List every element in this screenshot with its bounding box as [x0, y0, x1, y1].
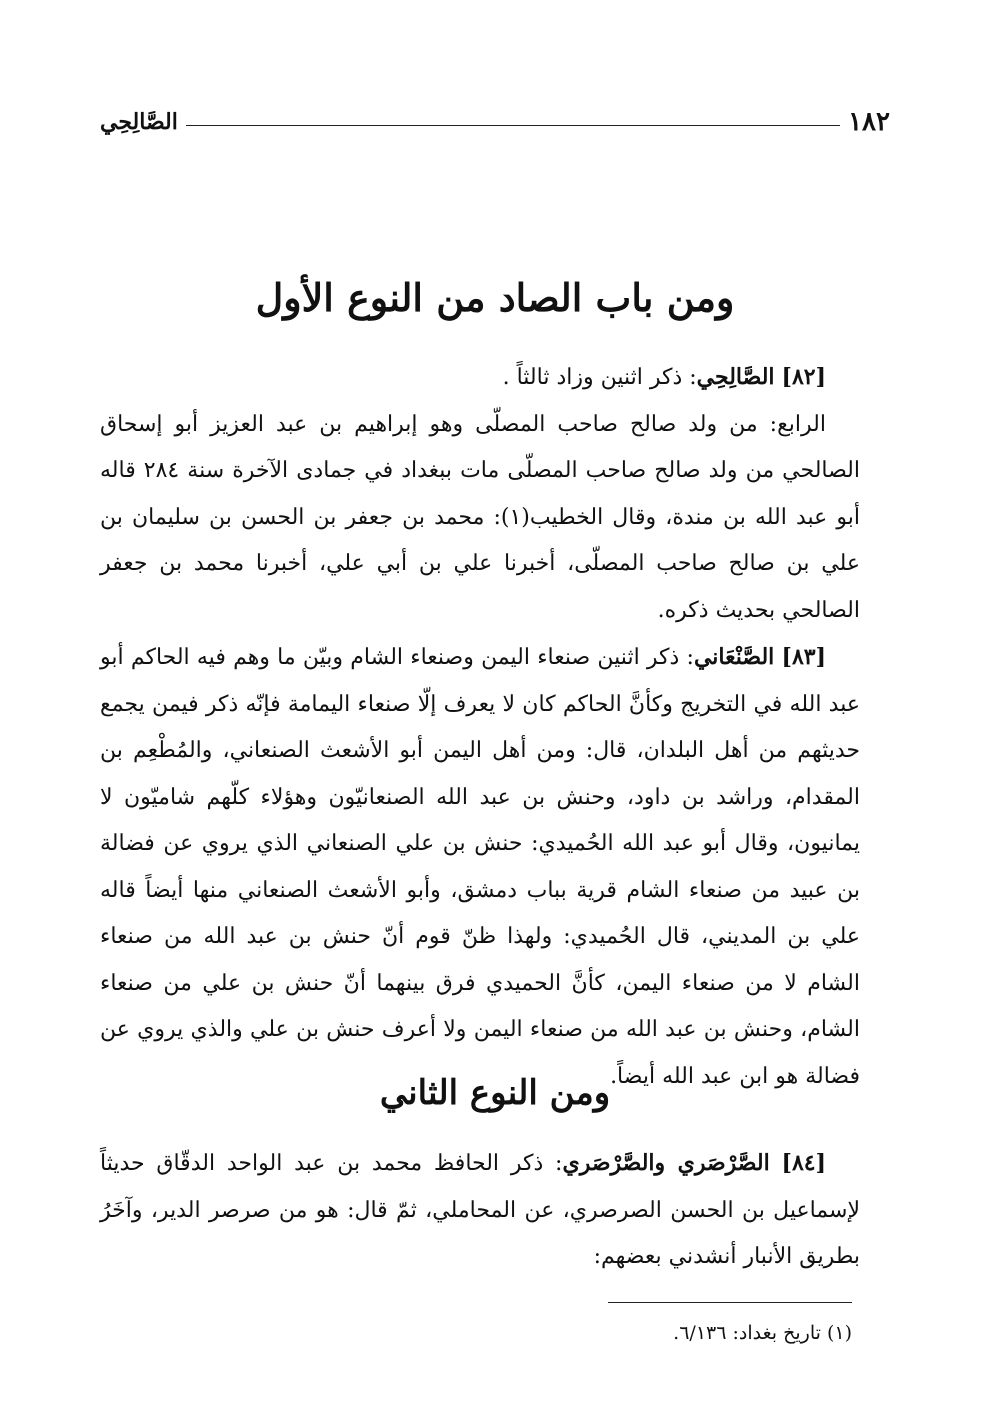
running-title: الصَّالِحِي	[100, 109, 178, 135]
entry-text: : ذكر الحافظ محمد بن عبد الواحد الدقّاق حديثاً لإسماعيل بن الحسن الصرصري، عن المحاملي، ثمّ قال: هو من صرصر الدير، وآخَرُ بطريق الأنبار أنشدني بعضهم:	[100, 1151, 860, 1269]
entry-text: : ذكر اثنين صنعاء اليمن وصنعاء الشام وبيّن ما وهم فيه الحاكم أبو عبد الله في التخريج وكأنَّ الحاكم كان لا يعرف إلّا صنعاء اليمامة فإنّه ذكر فيمن يجمع حديثهم من أهل البلدان، قال: ومن أهل اليمن أبو الأشعث الصنعاني، والمُطْعِم بن المقدام، وراشد بن داود، وحنش بن عبد الله الصنعانيّون وهؤلاء كلّهم شاميّون لا يمانيون، وقال أبو عبد الله الحُميدي: حنش بن علي الصنعاني الذي يروي عن فضالة بن عبيد من صنعاء الشام قرية بباب دمشق، وأبو الأشعث الصنعاني منها أيضاً قاله علي بن المديني، قال الحُميدي: ولهذا ظنّ قوم أنّ حنش بن عبد الله من صنعاء الشام لا من صنعاء اليمن، كأنَّ الحميدي فرق بينهما أنّ حنش بن علي من صنعاء الشام، وحنش بن عبد الله من صنعاء اليمن ولا أعرف حنش بن علي والذي يروي عن فضالة هو ابن عبد الله أيضاً.	[100, 645, 860, 1089]
entry-84	[100, 1140, 860, 1281]
running-header	[100, 100, 890, 144]
entry-83	[100, 634, 860, 1100]
entry-name: الصَّرْصَري والصَّرْصَري	[562, 1150, 770, 1176]
body-text-lower	[100, 1140, 860, 1281]
entry-82-heading	[100, 354, 860, 402]
entry-name: الصَّالِحِي	[696, 364, 775, 390]
footnote: (١) تاريخ بغداد: ٦/١٣٦.	[673, 1322, 852, 1344]
chapter-heading: ومن باب الصاد من النوع الأول	[255, 275, 735, 320]
page-number: ١٨٢	[848, 107, 890, 137]
section-heading: ومن النوع الثاني	[379, 1073, 611, 1113]
body-text-upper	[100, 354, 860, 1100]
header-rule	[186, 125, 840, 126]
footnote-rule	[608, 1302, 852, 1303]
entry-82-paragraph: الرابع: من ولد صالح صاحب المصلّى وهو إبراهيم بن عبد العزيز أبو إسحاق الصالحي من ولد صالح صاحب المصلّى مات ببغداد في جمادى الآخرة سنة ٢٨٤ قاله أبو عبد الله بن مندة، وقال الخطيب(١): محمد بن جعفر بن الحسن بن سليمان بن علي بن صالح صاحب المصلّى، أخبرنا علي بن أبي علي، أخبرنا محمد بن جعفر الصالحي بحديث ذكره.	[100, 411, 860, 623]
entry-number: [٨٣]	[781, 644, 826, 670]
entry-number: [٨٢]	[781, 364, 826, 390]
entry-name: الصَّنْعَاني	[693, 644, 775, 670]
entry-intro: : ذكر اثنين وزاد ثالثاً .	[502, 365, 697, 390]
entry-number: [٨٤]	[781, 1150, 826, 1176]
